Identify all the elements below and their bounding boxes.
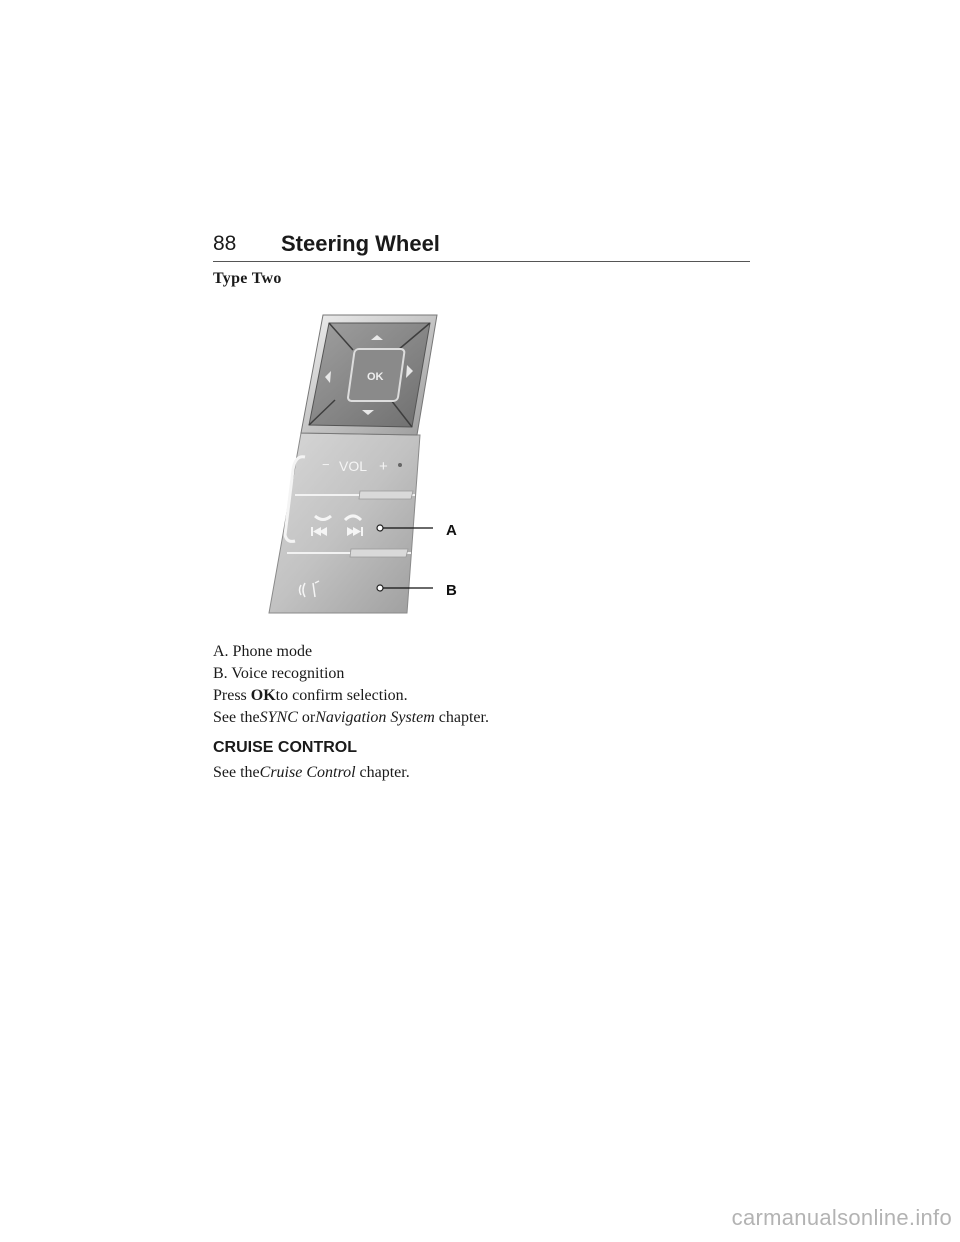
- legend-a: A. Phone mode: [213, 643, 313, 660]
- cruise-control-line: [213, 764, 410, 782]
- cruise-suffix: chapter.: [359, 764, 410, 781]
- svg-text:+: +: [379, 458, 388, 475]
- press-prefix: Press: [213, 687, 247, 704]
- cruise-prefix: See the: [213, 764, 260, 781]
- svg-text:−: −: [322, 457, 330, 472]
- navigation-reference: Navigation System: [315, 709, 435, 726]
- watermark: carmanualsonline.info: [731, 1205, 952, 1230]
- see-sync-line: [213, 709, 489, 727]
- cruise-control-heading: CRUISE CONTROL: [213, 739, 357, 756]
- sync-reference: SYNC: [259, 709, 298, 726]
- page-header: [213, 232, 750, 262]
- press-suffix: to confirm selection.: [275, 687, 408, 704]
- svg-text:OK: OK: [367, 371, 384, 383]
- press-ok-line: [213, 687, 408, 705]
- cruise-reference: Cruise Control: [259, 764, 356, 781]
- see-mid: or: [301, 709, 316, 726]
- svg-text:B: B: [446, 582, 457, 599]
- page-number: 88: [213, 232, 237, 255]
- ok-key-label: OK: [250, 687, 276, 704]
- see-suffix: chapter.: [438, 709, 489, 726]
- subheading: Type Two: [213, 270, 282, 287]
- legend-b: B. Voice recognition: [213, 665, 345, 682]
- chapter-title: Steering Wheel: [281, 231, 440, 256]
- steering-controls-figure: [255, 305, 485, 625]
- svg-text:VOL: VOL: [339, 458, 368, 474]
- header-rule: [213, 261, 750, 262]
- see-prefix: See the: [213, 709, 260, 726]
- svg-text:A: A: [446, 522, 457, 539]
